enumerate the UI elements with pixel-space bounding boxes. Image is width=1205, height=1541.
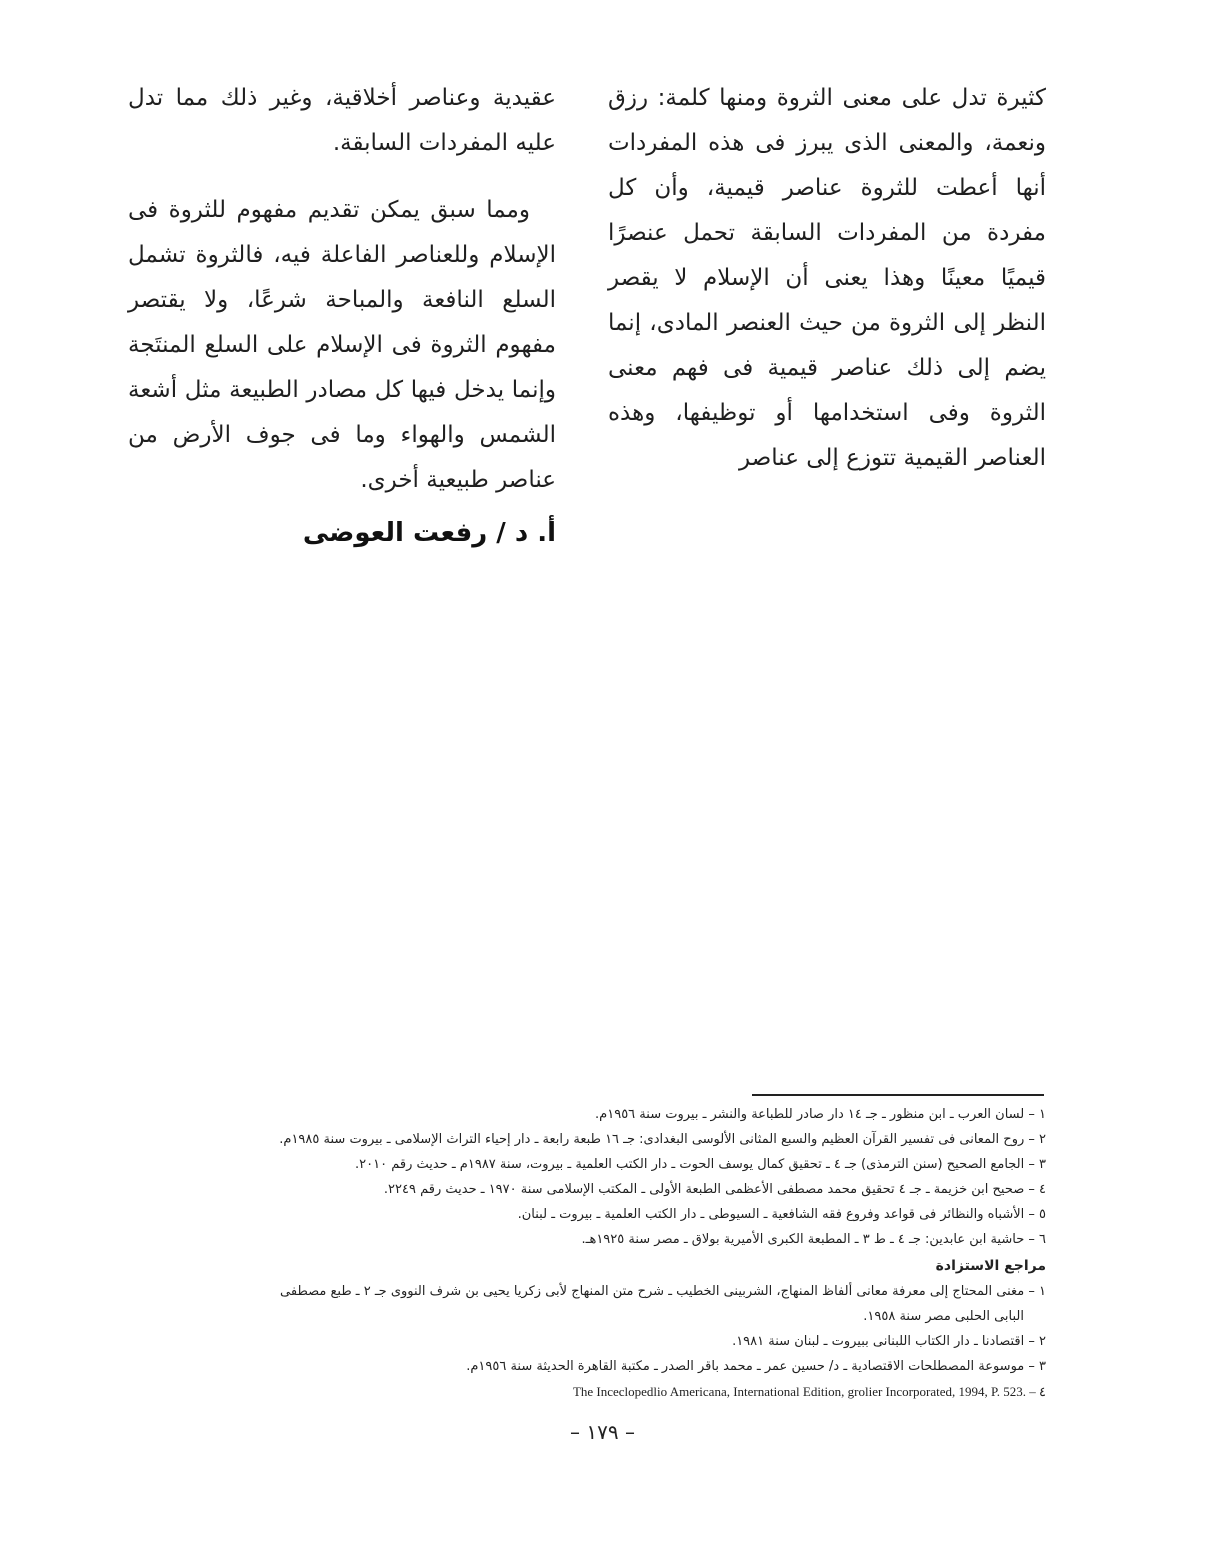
reference-item-continuation: البابى الحلبى مصر سنة ١٩٥٨. [863, 1309, 1024, 1324]
further-reading-heading: مراجع الاستزادة [935, 1258, 1046, 1274]
page-number: – ١٧٩ – [570, 1420, 635, 1444]
body-column-left [128, 76, 556, 503]
footnote: ٣ – الجامع الصحيح (سنن الترمذى) جـ ٤ ـ تحقيق كمال يوسف الحوت ـ دار الكتب العلمية ـ بيروت، سنة ١٩٨٧م ـ حديث رقم ٢٠١٠. [355, 1157, 1046, 1172]
body-column-right [608, 76, 1046, 481]
reference-item-english: The Inceclopedlio Americana, International Edition, grolier Incorporated, 1994, P. 523. – ٤ [572, 1384, 1046, 1399]
reference-item: ٣ – موسوعة المصطلحات الاقتصادية ـ د/ حسين عمر ـ محمد باقر الصدر ـ مكتبة القاهرة الحديثة سنة ١٩٥٦م. [466, 1359, 1046, 1374]
footnotes-section [150, 1102, 1046, 1404]
body-paragraph: كثيرة تدل على معنى الثروة ومنها كلمة: رزق ونعمة، والمعنى الذى يبرز فى هذه المفردات أنها أعطت للثروة عناصر قيمية، وأن كل مفردة من المفردات السابقة تحمل عنصرًا قيميًا معينًا وهذا يعنى أن الإسلام لا يقصر النظر إلى الثروة من حيث العنصر المادى، إنما يضم إلى ذلك عناصر قيمية فى فهم معنى الثروة وفى استخدامها أو توظيفها، وهذه العناصر القيمية تتوزع إلى عناصر [608, 85, 1046, 471]
reference-item: ١ – مغنى المحتاج إلى معرفة معانى ألفاظ المنهاج، الشربينى الخطيب ـ شرح متن المنهاج لأبى زكريا يحيى بن شرف النووى جـ ٢ ـ طبع مصطفى [280, 1284, 1046, 1299]
body-paragraph: عقيدية وعناصر أخلاقية، وغير ذلك مما تدل عليه المفردات السابقة. [128, 85, 556, 156]
body-paragraph: ومما سبق يمكن تقديم مفهوم للثروة فى الإسلام وللعناصر الفاعلة فيه، فالثروة تشمل السلع النافعة والمباحة شرعًا، ولا يقتصر مفهوم الثروة فى الإسلام على السلع المنتَجة وإنما يدخل فيها كل مصادر الطبيعة مثل أشعة الشمس والهواء وما فى جوف الأرض من عناصر طبيعية أخرى. [128, 197, 556, 493]
footnote: ٦ – حاشية ابن عابدين: جـ ٤ ـ ط ٣ ـ المطبعة الكبرى الأميرية بولاق ـ مصر سنة ١٩٢٥هـ. [581, 1232, 1046, 1247]
author-signature: أ. د / رفعت العوضى [302, 518, 556, 548]
reference-item: ٢ – اقتصادنا ـ دار الكتاب اللبنانى ببيروت ـ لبنان سنة ١٩٨١. [732, 1334, 1046, 1349]
footnote: ٤ – صحيح ابن خزيمة ـ جـ ٤ تحقيق محمد مصطفى الأعظمى الطبعة الأولى ـ المكتب الإسلامى سنة ١٩٧٠ ـ حديث رقم ٢٢٤٩. [383, 1182, 1046, 1197]
footnote-divider [752, 1094, 1044, 1096]
footnote: ٢ – روح المعانى فى تفسير القرآن العظيم والسبع المثانى الألوسى البغدادى: جـ ١٦ طبعة رابعة ـ دار إحياء التراث الإسلامى ـ بيروت سنة ١٩٨٥م. [279, 1132, 1046, 1147]
footnote: ٥ – الأشباه والنظائر فى قواعد وفروع فقه الشافعية ـ السيوطى ـ دار الكتب العلمية ـ بيروت ـ لبنان. [517, 1207, 1046, 1222]
footnote: ١ – لسان العرب ـ ابن منظور ـ جـ ١٤ دار صادر للطباعة والنشر ـ بيروت سنة ١٩٥٦م. [595, 1107, 1046, 1122]
